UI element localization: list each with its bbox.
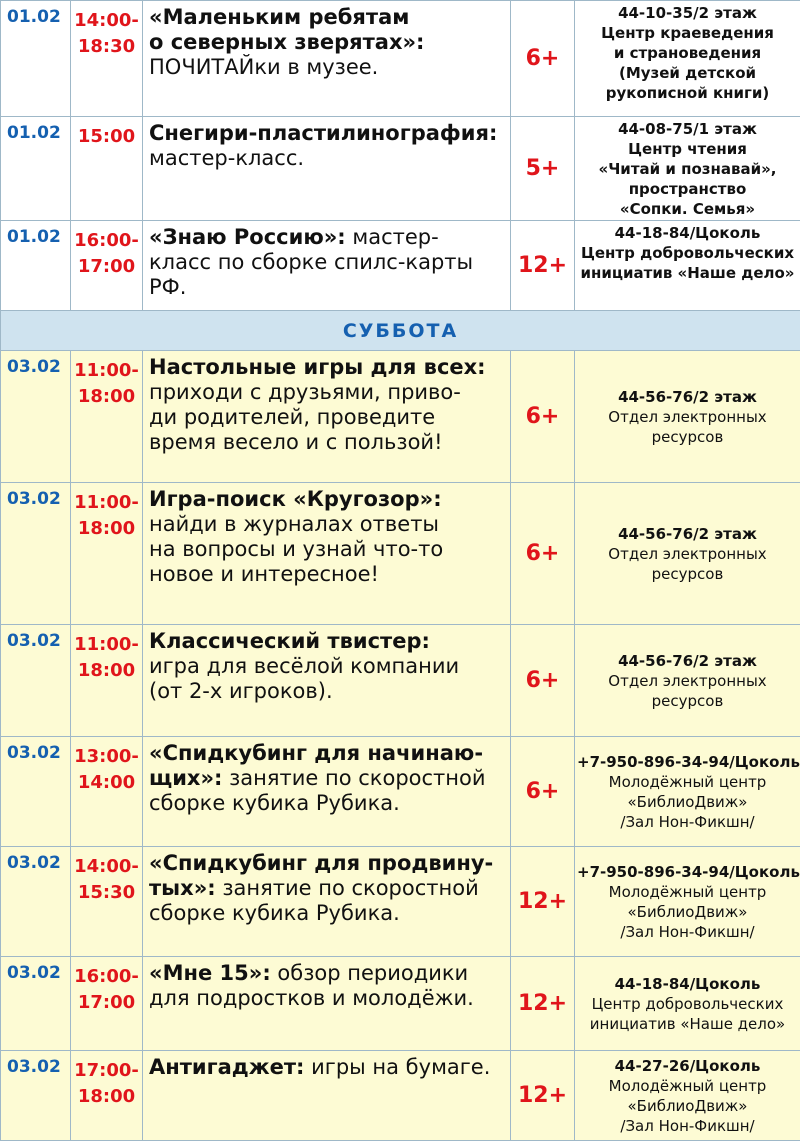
event-location	[575, 847, 800, 957]
event-time-line: 16:00-	[71, 228, 142, 254]
location-line: «БиблиоДвиж»	[577, 792, 798, 812]
event-description-line: ди родителей, проведите	[149, 405, 506, 430]
event-time	[71, 1, 143, 117]
event-title	[143, 351, 511, 483]
event-name: «Спидкубинг для начинаю-	[149, 741, 483, 765]
event-title-line	[149, 741, 506, 766]
location-line: 44-18-84/Цоколь	[577, 223, 798, 243]
event-time	[71, 351, 143, 483]
event-name: тых»:	[149, 876, 216, 900]
table-row	[1, 1, 800, 117]
event-date: 01.02	[1, 117, 71, 221]
table-row	[1, 483, 800, 625]
event-date: 03.02	[1, 957, 71, 1051]
schedule-body-friday	[1, 1, 800, 311]
event-title-line	[149, 121, 506, 146]
event-name: Снегири-пластилинография:	[149, 121, 497, 145]
event-name: Классический твистер:	[149, 629, 430, 653]
event-name: «Знаю Россию»:	[149, 225, 346, 249]
event-name: «Мне 15»:	[149, 961, 271, 985]
event-name: щих»:	[149, 766, 222, 790]
location-line: «БиблиоДвиж»	[577, 902, 798, 922]
event-title-line	[149, 766, 506, 791]
event-description-line: сборке кубика Рубика.	[149, 791, 506, 816]
event-description-line: (от 2-х игроков).	[149, 679, 506, 704]
event-description-line: игра для весёлой компании	[149, 654, 506, 679]
table-row	[1, 957, 800, 1051]
event-time-line: 14:00-	[71, 854, 142, 880]
age-rating: 6+	[511, 1, 575, 117]
event-name: Антигаджет:	[149, 1055, 304, 1079]
event-time	[71, 483, 143, 625]
location-line: 44-08-75/1 этаж	[577, 119, 798, 139]
event-title	[143, 483, 511, 625]
event-time	[71, 625, 143, 737]
event-description-line: РФ.	[149, 275, 506, 300]
event-title	[143, 1051, 511, 1141]
event-date: 03.02	[1, 847, 71, 957]
event-location	[575, 483, 800, 625]
event-title	[143, 221, 511, 311]
event-time-line: 11:00-	[71, 632, 142, 658]
event-description: игры на бумаге.	[304, 1055, 490, 1079]
location-line: пространство	[577, 179, 798, 199]
age-rating: 6+	[511, 483, 575, 625]
event-time-line: 18:30	[71, 34, 142, 60]
location-line: Молодёжный центр	[577, 772, 798, 792]
table-row	[1, 625, 800, 737]
event-description: обзор периодики	[271, 961, 468, 985]
event-title	[143, 737, 511, 847]
event-name: Настольные игры для всех:	[149, 355, 486, 379]
location-line: ресурсов	[577, 564, 798, 584]
event-time	[71, 221, 143, 311]
location-line: «Читай и познавай»,	[577, 159, 798, 179]
event-name: Игра-поиск «Кругозор»:	[149, 487, 442, 511]
location-line: Отдел электронных	[577, 544, 798, 564]
location-line: /Зал Нон-Фикшн/	[577, 922, 798, 942]
location-line: ресурсов	[577, 691, 798, 711]
event-title-line	[149, 961, 506, 986]
location-line: Отдел электронных	[577, 407, 798, 427]
event-time-line: 11:00-	[71, 490, 142, 516]
location-line: +7-950-896-34-94/Цоколь	[577, 752, 798, 772]
event-title-line	[149, 30, 506, 55]
location-line: 44-10-35/2 этаж	[577, 3, 798, 23]
location-line: /Зал Нон-Фикшн/	[577, 1116, 798, 1136]
event-time	[71, 1051, 143, 1141]
table-row	[1, 737, 800, 847]
event-time-line: 16:00-	[71, 964, 142, 990]
location-line: Центр добровольческих	[577, 243, 798, 263]
location-line: Центр краеведения	[577, 23, 798, 43]
table-row	[1, 221, 800, 311]
event-date: 03.02	[1, 351, 71, 483]
event-description-line: мастер-класс.	[149, 146, 506, 171]
event-title-line	[149, 629, 506, 654]
event-description-line: на вопросы и узнай что-то	[149, 537, 506, 562]
event-location	[575, 117, 800, 221]
location-line: 44-18-84/Цоколь	[577, 974, 798, 994]
event-title-line	[149, 355, 506, 380]
event-title-line	[149, 225, 506, 250]
event-time	[71, 957, 143, 1051]
table-row	[1, 351, 800, 483]
event-description: мастер-	[346, 225, 439, 249]
location-line: 44-56-76/2 этаж	[577, 651, 798, 671]
age-rating: 12+	[511, 957, 575, 1051]
event-location	[575, 625, 800, 737]
table-row	[1, 117, 800, 221]
location-line: инициатив «Наше дело»	[577, 263, 798, 283]
location-line: Отдел электронных	[577, 671, 798, 691]
event-title	[143, 625, 511, 737]
event-time-line: 17:00-	[71, 1058, 142, 1084]
location-line: «Сопки. Семья»	[577, 199, 798, 219]
location-line: Центр добровольческих	[577, 994, 798, 1014]
event-location	[575, 1051, 800, 1141]
age-rating: 12+	[511, 221, 575, 311]
event-title	[143, 1, 511, 117]
event-time-line: 15:00	[71, 124, 142, 150]
age-rating: 12+	[511, 1051, 575, 1141]
event-time-line: 13:00-	[71, 744, 142, 770]
event-time-line: 18:00	[71, 1084, 142, 1110]
location-line: /Зал Нон-Фикшн/	[577, 812, 798, 832]
event-description-line: найди в журналах ответы	[149, 512, 506, 537]
event-title	[143, 847, 511, 957]
day-header: СУББОТА	[1, 311, 800, 351]
event-time-line: 18:00	[71, 384, 142, 410]
event-date: 03.02	[1, 625, 71, 737]
location-line: +7-950-896-34-94/Цоколь	[577, 862, 798, 882]
event-name: «Спидкубинг для продвину-	[149, 851, 493, 875]
event-location	[575, 221, 800, 311]
event-name: «Маленьким ребятам	[149, 5, 409, 29]
event-description-line: сборке кубика Рубика.	[149, 901, 506, 926]
location-line: Центр чтения	[577, 139, 798, 159]
location-line: рукописной книги)	[577, 83, 798, 103]
event-time-line: 18:00	[71, 658, 142, 684]
event-title-line	[149, 487, 506, 512]
event-time-line: 18:00	[71, 516, 142, 542]
event-location	[575, 957, 800, 1051]
event-time-line: 14:00	[71, 770, 142, 796]
event-title	[143, 117, 511, 221]
event-title-line	[149, 876, 506, 901]
event-description: занятие по скоростной	[222, 766, 485, 790]
event-title	[143, 957, 511, 1051]
event-time	[71, 847, 143, 957]
location-line: 44-56-76/2 этаж	[577, 387, 798, 407]
age-rating: 6+	[511, 737, 575, 847]
location-line: «БиблиоДвиж»	[577, 1096, 798, 1116]
event-date: 03.02	[1, 483, 71, 625]
event-description-line: время весело и с пользой!	[149, 430, 506, 455]
event-title-line	[149, 5, 506, 30]
location-line: Молодёжный центр	[577, 882, 798, 902]
location-line: 44-56-76/2 этаж	[577, 524, 798, 544]
event-description-line: новое и интересное!	[149, 562, 506, 587]
event-time-line: 15:30	[71, 880, 142, 906]
event-time	[71, 117, 143, 221]
schedule-body-header	[1, 311, 800, 351]
day-header-row	[1, 311, 800, 351]
event-date: 03.02	[1, 1051, 71, 1141]
location-line: инициатив «Наше дело»	[577, 1014, 798, 1034]
event-time-line: 17:00	[71, 254, 142, 280]
age-rating: 5+	[511, 117, 575, 221]
event-date: 01.02	[1, 1, 71, 117]
event-time-line: 14:00-	[71, 8, 142, 34]
event-date: 03.02	[1, 737, 71, 847]
location-line: и страноведения	[577, 43, 798, 63]
event-location	[575, 351, 800, 483]
table-row	[1, 847, 800, 957]
event-date: 01.02	[1, 221, 71, 311]
age-rating: 6+	[511, 625, 575, 737]
location-line: Молодёжный центр	[577, 1076, 798, 1096]
event-description-line: для подростков и молодёжи.	[149, 986, 506, 1011]
event-location	[575, 1, 800, 117]
location-line: (Музей детской	[577, 63, 798, 83]
event-time-line: 11:00-	[71, 358, 142, 384]
event-time-line: 17:00	[71, 990, 142, 1016]
event-title-line	[149, 851, 506, 876]
age-rating: 6+	[511, 351, 575, 483]
event-title-line	[149, 1055, 506, 1080]
location-line: 44-27-26/Цоколь	[577, 1056, 798, 1076]
event-description-line: класс по сборке спилс-карты	[149, 250, 506, 275]
schedule-body-saturday	[1, 351, 800, 1141]
event-location	[575, 737, 800, 847]
event-description-line: приходи с друзьями, приво-	[149, 380, 506, 405]
location-line: ресурсов	[577, 427, 798, 447]
event-description-line: ПОЧИТАЙки в музее.	[149, 55, 506, 80]
event-description: занятие по скоростной	[216, 876, 479, 900]
event-name: о северных зверятах»:	[149, 30, 424, 54]
age-rating: 12+	[511, 847, 575, 957]
table-row	[1, 1051, 800, 1141]
event-time	[71, 737, 143, 847]
